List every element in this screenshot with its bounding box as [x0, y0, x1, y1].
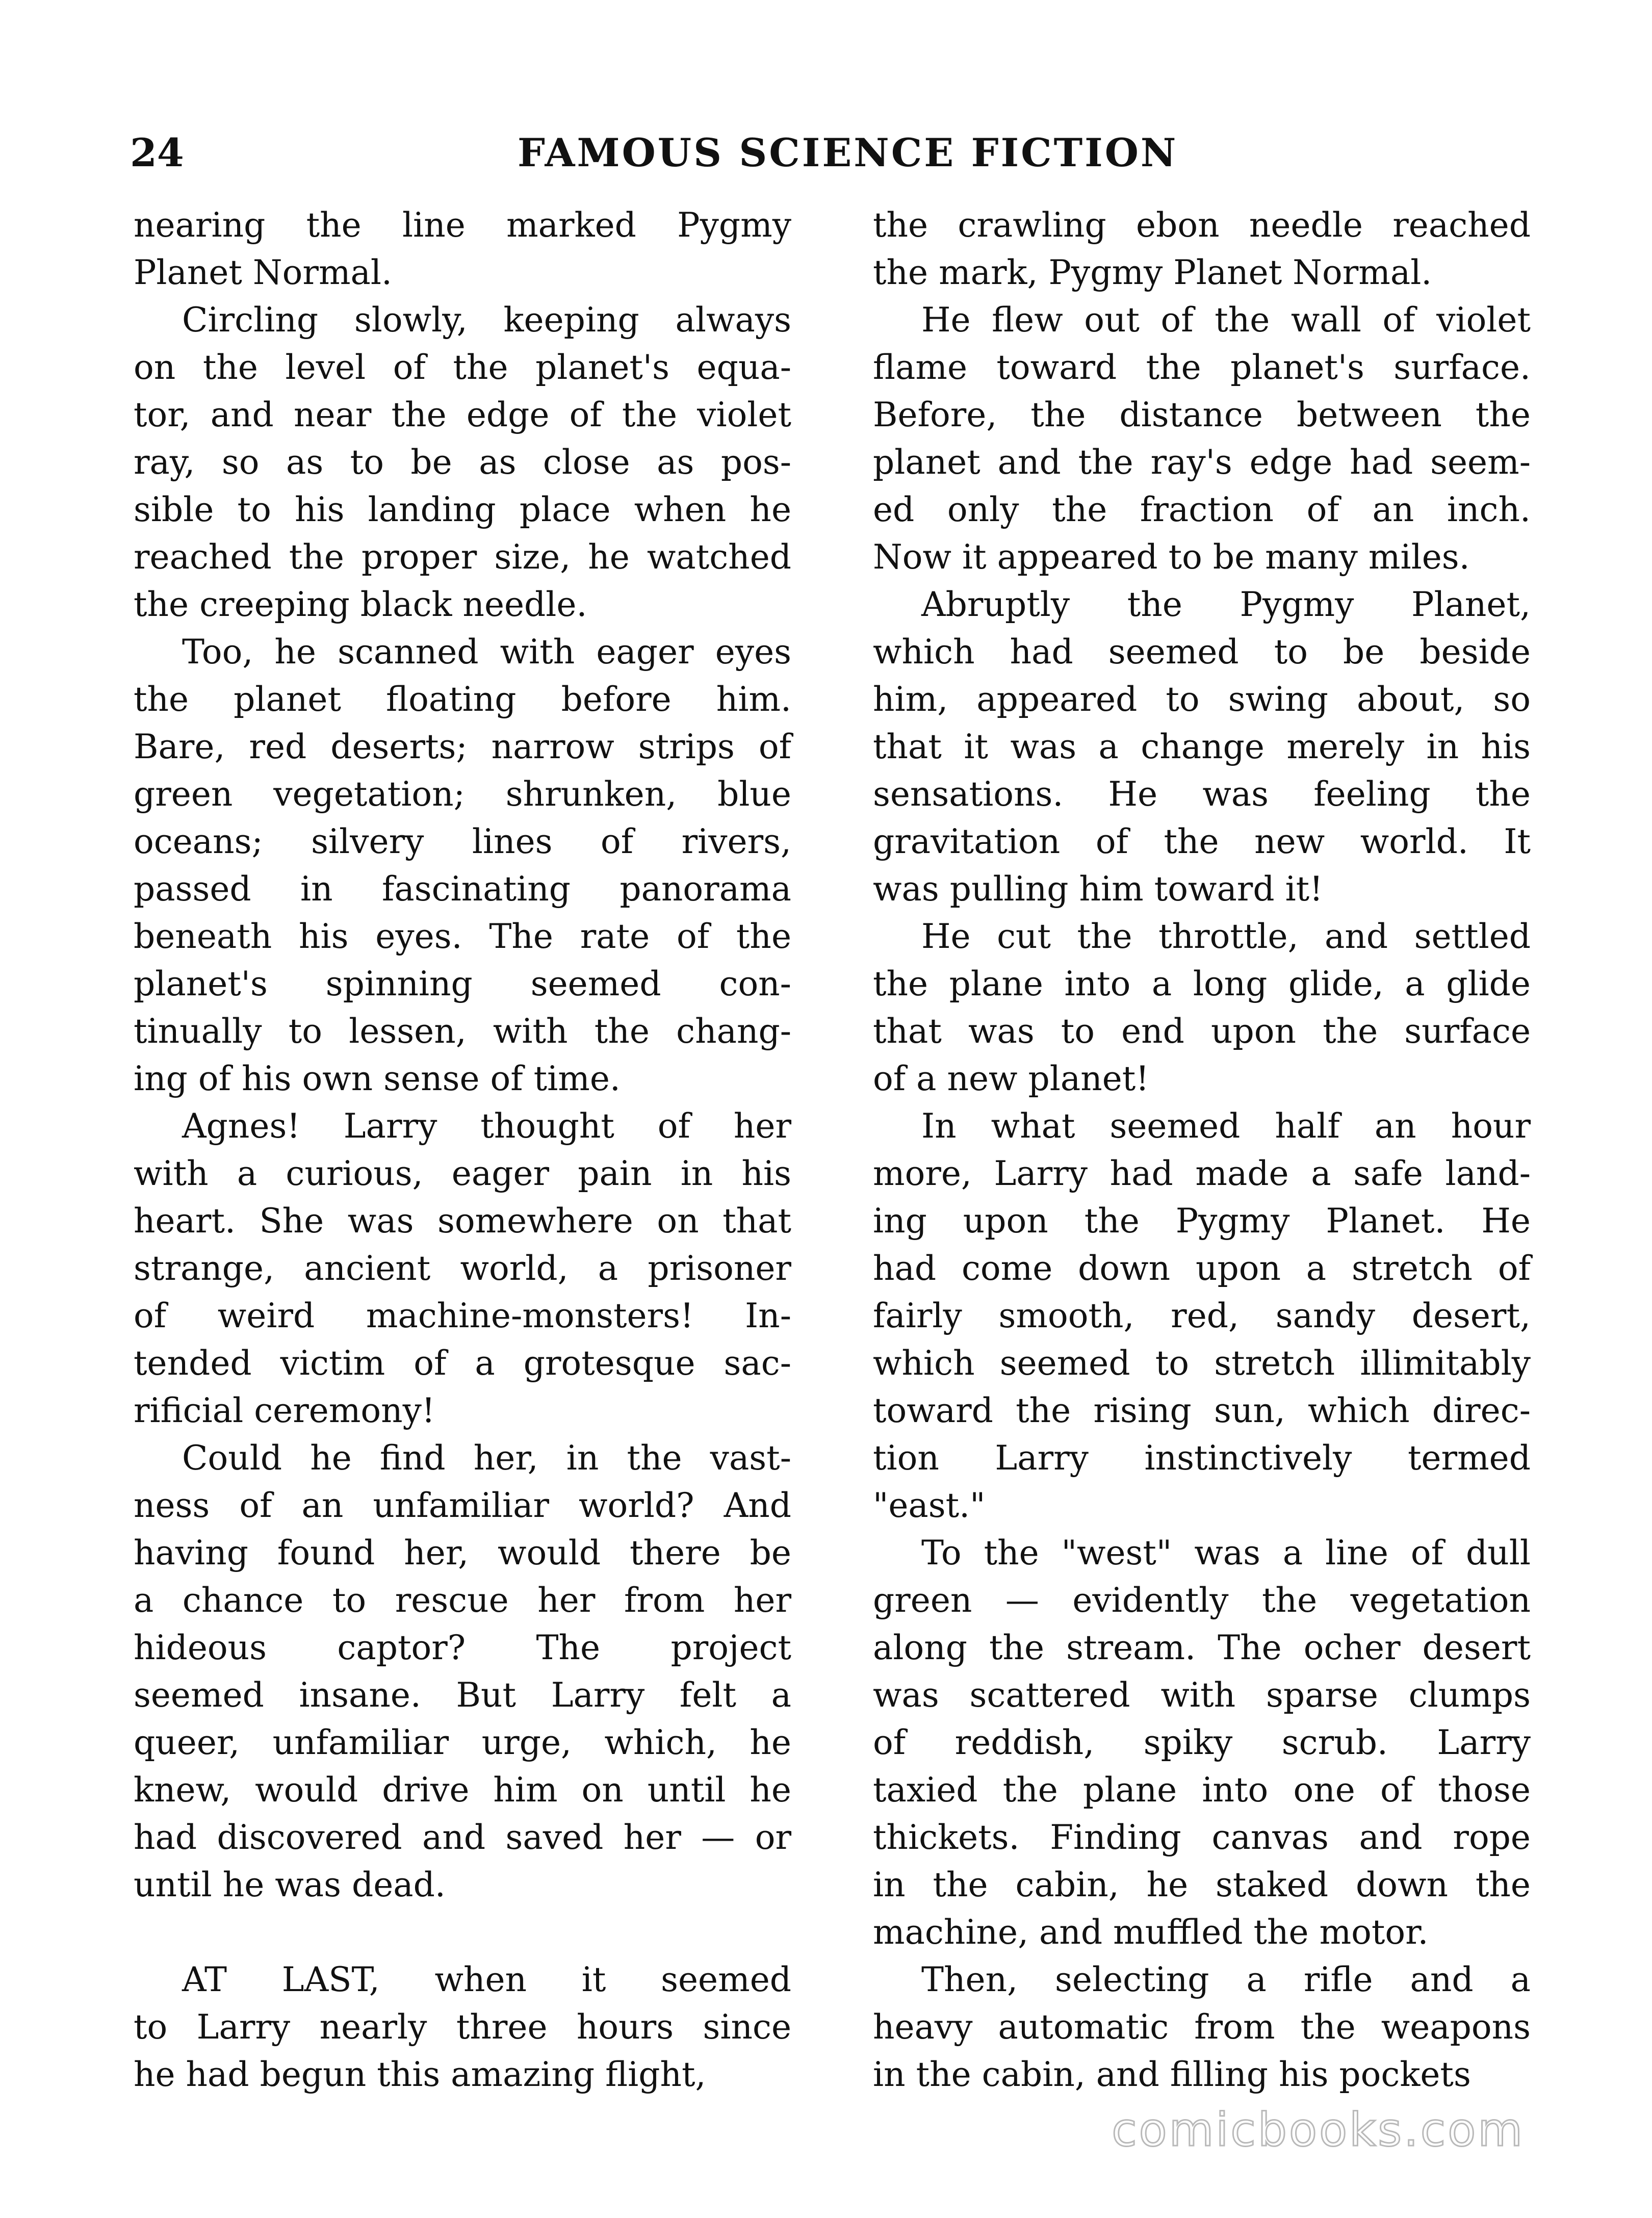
- text-line: reached the proper size, he watched: [134, 537, 791, 577]
- text-line: had discovered and saved her — or: [134, 1818, 791, 1857]
- paragraph: [134, 296, 791, 628]
- text-line: ing upon the Pygmy Planet. He: [873, 1201, 1531, 1241]
- text-line: He flew out of the wall of violet: [921, 300, 1531, 340]
- text-line: Before, the distance between the: [873, 395, 1531, 434]
- text-line: machine, and muffled the motor.: [873, 1913, 1429, 1952]
- text-line: tinually to lessen, with the chang-: [134, 1012, 791, 1051]
- text-line: tended victim of a grotesque sac-: [134, 1344, 791, 1383]
- text-line: along the stream. The ocher desert: [873, 1628, 1531, 1667]
- text-line: He cut the throttle, and settled: [921, 917, 1531, 956]
- text-line: knew, would drive him on until he: [134, 1770, 791, 1810]
- text-line: ing of his own sense of time.: [134, 1059, 621, 1098]
- text-line: nearing the line marked Pygmy: [134, 205, 791, 245]
- text-line: tion Larry instinctively termed: [873, 1438, 1531, 1478]
- text-line: sible to his landing place when he: [134, 490, 791, 529]
- text-line: AT LAST, when it seemed: [182, 1960, 791, 1999]
- text-line: the creeping black needle.: [134, 585, 587, 624]
- paragraph: [873, 296, 1531, 581]
- text-line: heart. She was somewhere on that: [134, 1201, 791, 1241]
- page-number: 24: [130, 130, 184, 175]
- text-line: to Larry nearly three hours since: [134, 2007, 791, 2047]
- paragraph: [134, 628, 791, 1102]
- text-line: in the cabin, he staked down the: [873, 1865, 1531, 1904]
- paragraph: [134, 1102, 791, 1434]
- text-line: thickets. Finding canvas and rope: [873, 1818, 1531, 1857]
- text-line: rificial ceremony!: [134, 1391, 435, 1430]
- text-line: seemed insane. But Larry felt a: [134, 1675, 791, 1715]
- text-line: toward the rising sun, which direc-: [873, 1391, 1531, 1430]
- text-line: on the level of the planet's equa-: [134, 348, 791, 387]
- text-line: the plane into a long glide, a glide: [873, 964, 1531, 1003]
- text-line: Now it appeared to be many miles.: [873, 537, 1470, 577]
- text-line: him, appeared to swing about, so: [873, 680, 1531, 719]
- text-line: he had begun this amazing flight,: [134, 2055, 706, 2094]
- text-line: ed only the fraction of an inch.: [873, 490, 1531, 529]
- paragraph: [873, 581, 1531, 913]
- text-line: that it was a change merely in his: [873, 727, 1531, 766]
- text-line: taxied the plane into one of those: [873, 1770, 1531, 1810]
- text-line: a chance to rescue her from her: [134, 1581, 791, 1620]
- text-line: of a new planet!: [873, 1059, 1149, 1098]
- text-line: ray, so as to be as close as pos-: [134, 443, 791, 482]
- text-line: passed in fascinating panorama: [134, 869, 791, 909]
- paragraph: [873, 913, 1531, 1102]
- text-line: the planet floating before him.: [134, 680, 791, 719]
- paragraph: [873, 1956, 1531, 2098]
- text-line: gravitation of the new world. It: [873, 822, 1531, 861]
- text-line: green vegetation; shrunken, blue: [134, 775, 791, 814]
- paragraph: [134, 1956, 791, 2098]
- text-line: beneath his eyes. The rate of the: [134, 917, 791, 956]
- running-title: FAMOUS SCIENCE FICTION: [518, 130, 1178, 175]
- text-line: Could he find her, in the vast-: [182, 1438, 791, 1478]
- text-line: was scattered with sparse clumps: [873, 1675, 1531, 1715]
- text-line: the crawling ebon needle reached: [873, 205, 1531, 245]
- text-line: queer, unfamiliar urge, which, he: [134, 1723, 791, 1762]
- text-line: planet's spinning seemed con-: [134, 964, 791, 1003]
- text-line: having found her, would there be: [134, 1533, 791, 1572]
- paragraph: [134, 201, 791, 296]
- text-line: heavy automatic from the weapons: [873, 2007, 1531, 2047]
- paragraph: [873, 1529, 1531, 1956]
- text-line: Abruptly the Pygmy Planet,: [921, 585, 1531, 624]
- text-line: tor, and near the edge of the violet: [134, 395, 791, 434]
- text-line: Bare, red deserts; narrow strips of: [134, 727, 791, 766]
- paragraph: [873, 1102, 1531, 1529]
- text-line: more, Larry had made a safe land-: [873, 1154, 1531, 1193]
- text-line: in the cabin, and filling his pockets: [873, 2055, 1471, 2094]
- section-break: [134, 1908, 791, 1956]
- text-line: fairly smooth, red, sandy desert,: [873, 1296, 1531, 1335]
- text-line: that was to end upon the surface: [873, 1012, 1531, 1051]
- text-line: ness of an unfamiliar world? And: [134, 1486, 791, 1525]
- text-line: oceans; silvery lines of rivers,: [134, 822, 791, 861]
- text-line: strange, ancient world, a prisoner: [134, 1249, 791, 1288]
- text-line: was pulling him toward it!: [873, 869, 1323, 909]
- text-line: Too, he scanned with eager eyes: [182, 632, 791, 672]
- paragraph: [873, 201, 1531, 296]
- text-line: sensations. He was feeling the: [873, 775, 1531, 814]
- text-line: Circling slowly, keeping always: [182, 300, 791, 340]
- text-line: which had seemed to be beside: [873, 632, 1531, 672]
- watermark-logo: comicbooks.com: [1112, 2103, 1525, 2157]
- text-line: planet and the ray's edge had seem-: [873, 443, 1531, 482]
- page-header: [130, 125, 1527, 181]
- text-line: To the "west" was a line of dull: [921, 1533, 1531, 1572]
- text-line: which seemed to stretch illimitably: [873, 1344, 1531, 1383]
- text-line: Agnes! Larry thought of her: [182, 1106, 791, 1146]
- text-line: flame toward the planet's surface.: [873, 348, 1531, 387]
- text-line: green — evidently the vegetation: [873, 1581, 1531, 1620]
- text-line: of weird machine-monsters! In-: [134, 1296, 791, 1335]
- text-line: In what seemed half an hour: [921, 1106, 1531, 1146]
- text-line: with a curious, eager pain in his: [134, 1154, 791, 1193]
- left-text-column: [134, 201, 791, 2098]
- text-line: "east.": [873, 1486, 986, 1525]
- right-text-column: [873, 201, 1531, 2098]
- text-line: the mark, Pygmy Planet Normal.: [873, 253, 1432, 292]
- paragraph: [134, 1434, 791, 1908]
- text-line: until he was dead.: [134, 1865, 446, 1904]
- text-line: had come down upon a stretch of: [873, 1249, 1531, 1288]
- text-line: hideous captor? The project: [134, 1628, 791, 1667]
- text-line: of reddish, spiky scrub. Larry: [873, 1723, 1531, 1762]
- text-line: Then, selecting a rifle and a: [921, 1960, 1531, 1999]
- text-line: Planet Normal.: [134, 253, 392, 292]
